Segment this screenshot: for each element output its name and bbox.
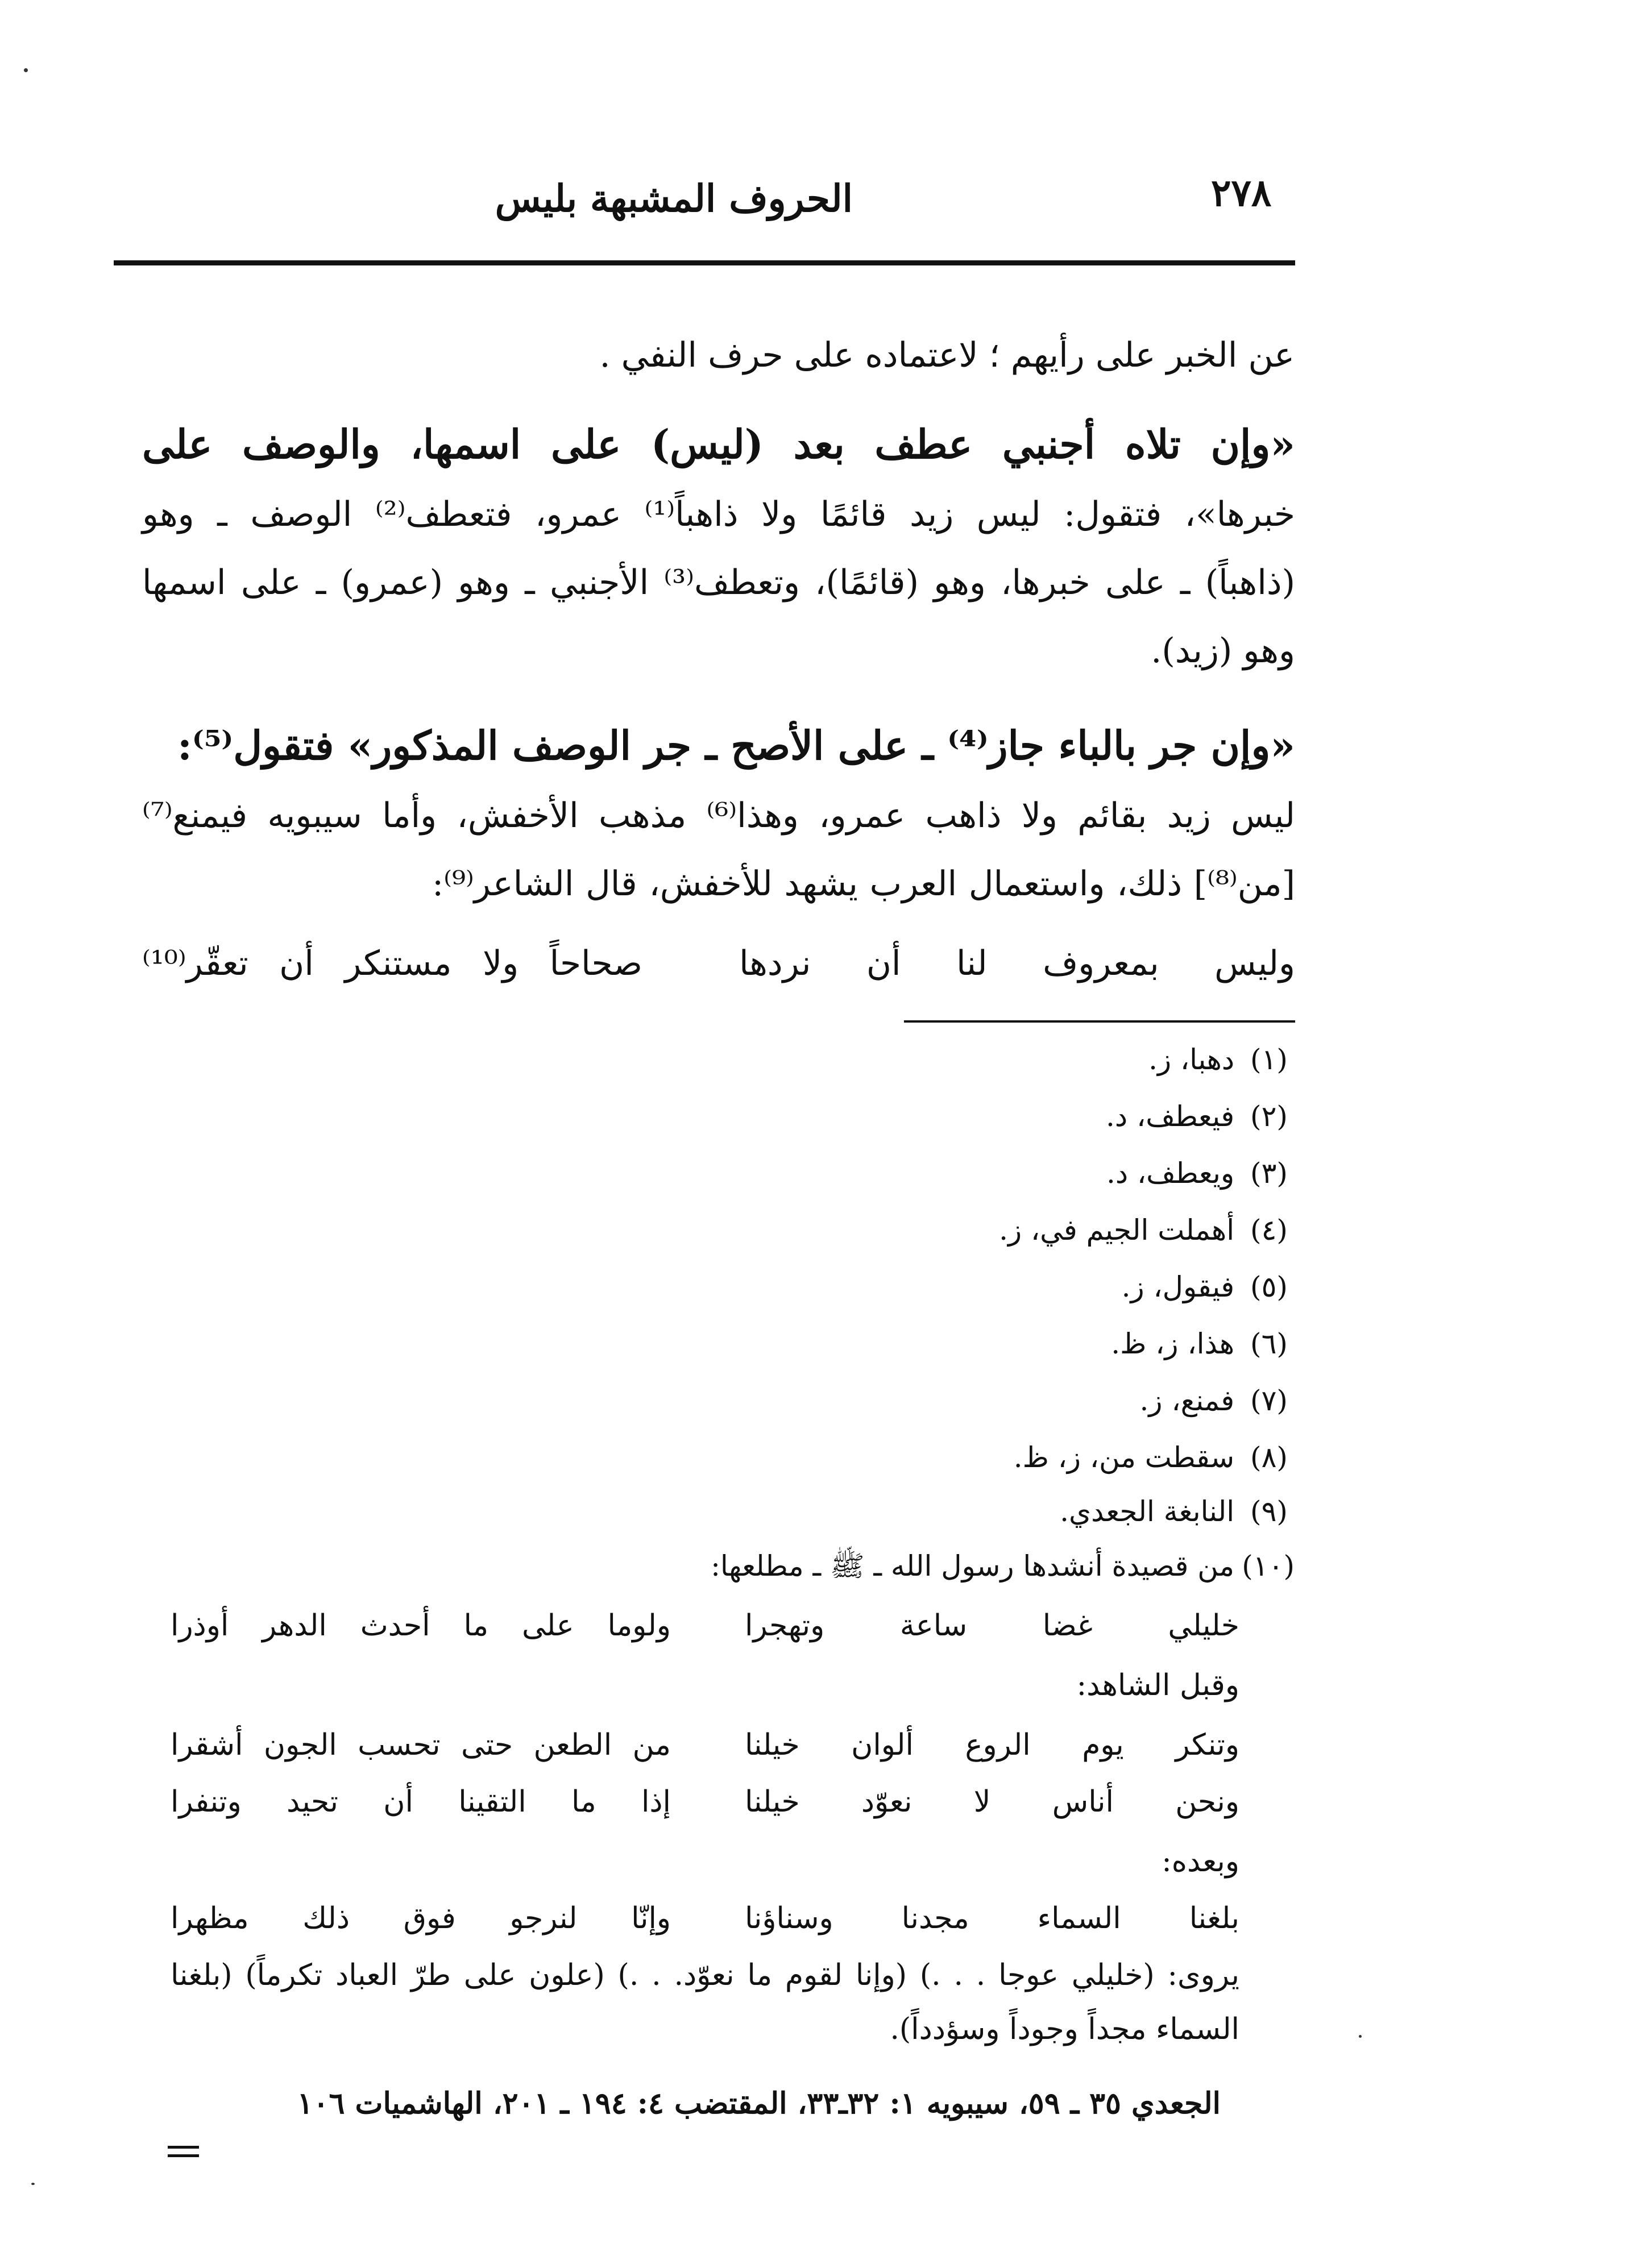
footnote-8 bbox=[1014, 1441, 1295, 1474]
body-line-1: عن الخبر على رأيهم ؛ لاعتماده على حرف النفي . bbox=[599, 335, 1295, 375]
fn10-verse1-first: خليلي غضا ساعة وتهجرا bbox=[745, 1609, 1239, 1643]
fn10-variants-line-1: يروى: (خليلي عوجا . . .) (وإنا لقوم ما نعوّد. . .) (علون على طرّ العباد تكرماً) (بلغنا bbox=[171, 1958, 1239, 1992]
footnote-text: دهبا، ز. bbox=[1148, 1043, 1235, 1076]
footnote-1 bbox=[1148, 1043, 1295, 1076]
verse-first-hemistich: وليس بمعروف لنا أن نردها bbox=[739, 944, 1295, 983]
footnote-text: فمنع، ز. bbox=[1139, 1384, 1235, 1417]
scan-speck bbox=[31, 2183, 35, 2185]
footnote-separator bbox=[904, 1020, 1295, 1023]
body-line-5: وهو (زيد). bbox=[1151, 631, 1295, 671]
body-line-8: [من⁽⁸⁾] ذلك، واستعمال العرب يشهد للأخفش، قال الشاعر⁽⁹⁾: bbox=[432, 864, 1295, 904]
footnote-text: هذا، ز، ظ. bbox=[1111, 1327, 1235, 1360]
footnote-number: (٥) bbox=[1250, 1270, 1288, 1303]
footnote-3 bbox=[1106, 1157, 1295, 1190]
footnote-number: (١٠) bbox=[1242, 1550, 1295, 1582]
footnote-text: سقطت من، ز، ظ. bbox=[1013, 1441, 1235, 1474]
footnote-number: (٣) bbox=[1250, 1157, 1288, 1190]
fn10-variants-line-2: السماء مجداً وجوداً وسؤدداً). bbox=[890, 2012, 1239, 2046]
footnote-text: أهملت الجيم في، ز. bbox=[999, 1214, 1235, 1247]
verse-second-hemistich: صحاحاً ولا مستنكر أن تعقّر⁽¹⁰⁾ bbox=[142, 944, 642, 983]
footnote-10 bbox=[711, 1549, 1295, 1590]
bold-rule-line-2: «وإن جر بالباء جاز⁽⁴⁾ ـ على الأصح ـ جر الوصف المذكور» فتقول⁽⁵⁾: bbox=[177, 722, 1295, 769]
fn10-verse3-second: إذا ما التقينا أن تحيد وتنفرا bbox=[171, 1785, 671, 1819]
footnote-text: من قصيدة أنشدها رسول الله ـ ﷺ ـ مطلعها: bbox=[711, 1550, 1235, 1582]
footnote-number: (٢) bbox=[1250, 1100, 1288, 1133]
end-mark-top bbox=[168, 2146, 199, 2149]
footnote-7 bbox=[1140, 1384, 1295, 1417]
bold-rule-line-1: «وإن تلاه أجنبي عطف بعد (ليس) على اسمها، والوصف على bbox=[142, 421, 1295, 468]
fn10-verse4-second: وإنّا لنرجو فوق ذلك مظهرا bbox=[171, 1901, 671, 1935]
fn10-after-label: وبعده: bbox=[1162, 1845, 1239, 1879]
page-number: ٢٧٨ bbox=[1211, 171, 1272, 215]
body-line-3: خبرها»، فتقول: ليس زيد قائمًا ولا ذاهباً⁽¹⁾ عمرو، فتعطف⁽²⁾ الوصف ـ وهو bbox=[142, 495, 1295, 534]
footnote-6 bbox=[1111, 1327, 1295, 1360]
footnote-text: فيقول، ز. bbox=[1121, 1270, 1235, 1303]
fn10-verse3-first: ونحن أناس لا نعوّد خيلنا bbox=[745, 1785, 1239, 1819]
header-rule bbox=[114, 260, 1295, 265]
fn10-sources: الجعدي ٣٥ ـ ٥٩، سيبويه ١: ٣٢ـ٣٣، المقتضب ٤: ١٩٤ ـ ٢٠١، الهاشميات ١٠٦ bbox=[297, 2086, 1221, 2121]
footnote-text: فيعطف، د. bbox=[1106, 1100, 1235, 1133]
footnote-text: ويعطف، د. bbox=[1106, 1157, 1235, 1190]
footnote-5 bbox=[1122, 1270, 1295, 1303]
running-title: الحروف المشبهة بليس bbox=[495, 176, 853, 221]
footnote-text: النابغة الجعدي. bbox=[1060, 1495, 1235, 1528]
footnote-number: (٤) bbox=[1250, 1214, 1288, 1247]
footnote-4 bbox=[999, 1214, 1295, 1247]
fn10-verse2-first: وتنكر يوم الروع ألوان خيلنا bbox=[745, 1728, 1239, 1762]
fn10-verse2-second: من الطعن حتى تحسب الجون أشقرا bbox=[171, 1728, 671, 1762]
body-line-7: ليس زيد بقائم ولا ذاهب عمرو، وهذا⁽⁶⁾ مذهب الأخفش، وأما سيبويه فيمنع⁽⁷⁾ bbox=[142, 796, 1295, 836]
fn10-verse4-first: بلغنا السماء مجدنا وسناؤنا bbox=[745, 1901, 1239, 1935]
footnote-number: (٩) bbox=[1250, 1495, 1288, 1528]
footnote-number: (٦) bbox=[1250, 1327, 1288, 1360]
footnote-number: (١) bbox=[1250, 1043, 1288, 1076]
footnote-2 bbox=[1106, 1100, 1295, 1133]
fn10-before-label: وقبل الشاهد: bbox=[1076, 1668, 1239, 1702]
footnote-number: (٨) bbox=[1250, 1441, 1288, 1474]
body-line-4: (ذاهباً) ـ على خبرها، وهو (قائمًا)، وتعطف⁽³⁾ الأجنبي ـ وهو (عمرو) ـ على اسمها bbox=[142, 563, 1295, 603]
footnote-9 bbox=[1060, 1495, 1295, 1528]
scan-speck bbox=[24, 68, 28, 72]
scan-speck bbox=[1359, 2035, 1362, 2038]
fn10-verse1-second: ولوما على ما أحدث الدهر أوذرا bbox=[171, 1609, 671, 1643]
end-mark-bottom bbox=[168, 2154, 199, 2157]
footnote-number: (٧) bbox=[1250, 1384, 1288, 1417]
